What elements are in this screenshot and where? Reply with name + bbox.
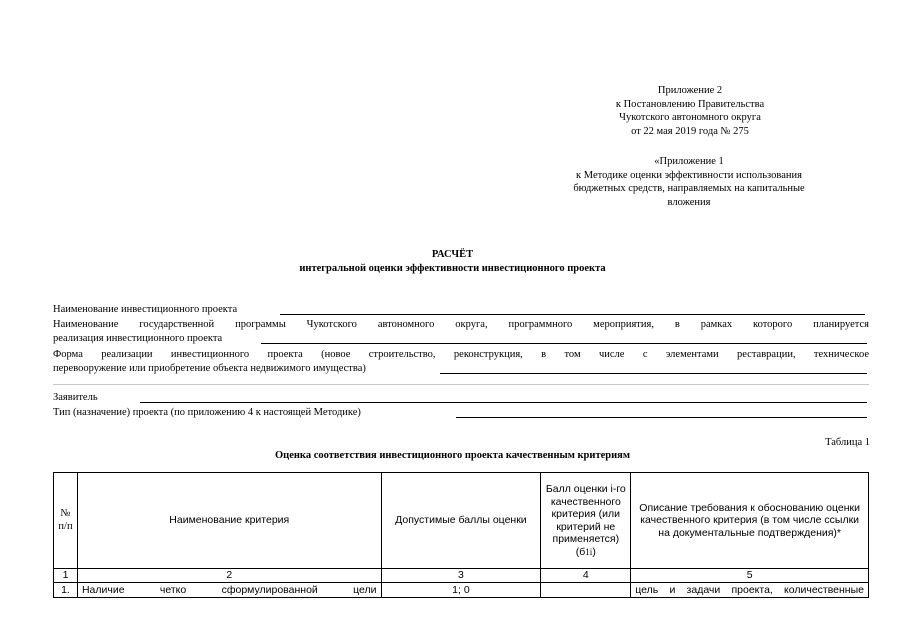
header-criterion: Наименование критерия [77,473,381,569]
form-field[interactable] [440,373,867,374]
type-label: Тип (назначение) проекта (по приложению 4 к настоящей Методике) [53,407,361,418]
criteria-table [53,472,869,598]
column-number-row [54,569,869,583]
method-appendix-line: к Методике оценки эффективности использования [576,169,802,181]
applicant-label: Заявитель [53,392,98,403]
method-appendix-line: бюджетных средств, направляемых на капитальные [573,183,805,194]
header-ball-symbol: (б1i) [575,545,596,558]
program-row-line1: Наименование государственной программы Чукотского автономного округа, программного мероприятия, в рамках которого планируется [53,319,869,330]
header-description: Описание требования к обоснованию оценки качественного критерия (в том числе ссылки на документальные подтверждения)* [631,473,869,569]
project-name-label: Наименование инвестиционного проекта [53,304,238,315]
table-label: Таблица 1 [825,437,870,448]
separator-line [53,384,869,385]
column-number: 2 [77,569,381,583]
form-label-cont: перевооружение или приобретение объекта недвижимого имущества) [53,363,366,374]
row-criterion: Наличие четко сформулированной цели [77,583,381,598]
table-header-row [54,473,869,569]
project-name-field[interactable] [280,314,865,315]
form-row-line1: Форма реализации инвестиционного проекта (новое строительство, реконструкция, в том числе с элементами реставрации, техническое [53,349,869,360]
column-number: 5 [631,569,869,583]
appendix-line: к Постановлению Правительства [615,98,765,110]
row-description: цель и задачи проекта, количественные [631,583,869,598]
appendix-line: Чукотского автономного округа [619,112,761,123]
appendix-line: от 22 мая 2019 года № 275 [631,125,749,137]
column-number: 3 [381,569,541,583]
header-scores: Допустимые баллы оценки [381,473,541,569]
row-num: 1. [54,583,78,598]
header-ball [541,473,631,569]
table-row [54,583,869,598]
method-appendix-line: «Приложение 1 [654,156,724,167]
applicant-field[interactable] [140,402,867,403]
appendix-block [565,84,815,138]
program-field[interactable] [261,343,867,344]
row-scores: 1; 0 [381,583,541,598]
header-ball-text: Балл оценки i-го качественного критерия (или критерий не применяется) [545,483,626,545]
appendix-line: Приложение 2 [657,85,723,96]
document-title: РАСЧЁТ [431,249,474,260]
method-appendix-line: вложения [667,196,711,208]
table-caption: Оценка соответствия инвестиционного проекта качественным критериям [275,450,630,461]
row-ball[interactable] [541,583,631,598]
document-subtitle: интегральной оценки эффективности инвестиционного проекта [299,263,606,274]
method-appendix-block [528,155,850,209]
column-number: 4 [541,569,631,583]
type-field[interactable] [456,417,867,418]
header-num: № п/п [54,473,78,569]
column-number: 1 [54,569,78,583]
program-label-cont: реализация инвестиционного проекта [53,333,223,344]
